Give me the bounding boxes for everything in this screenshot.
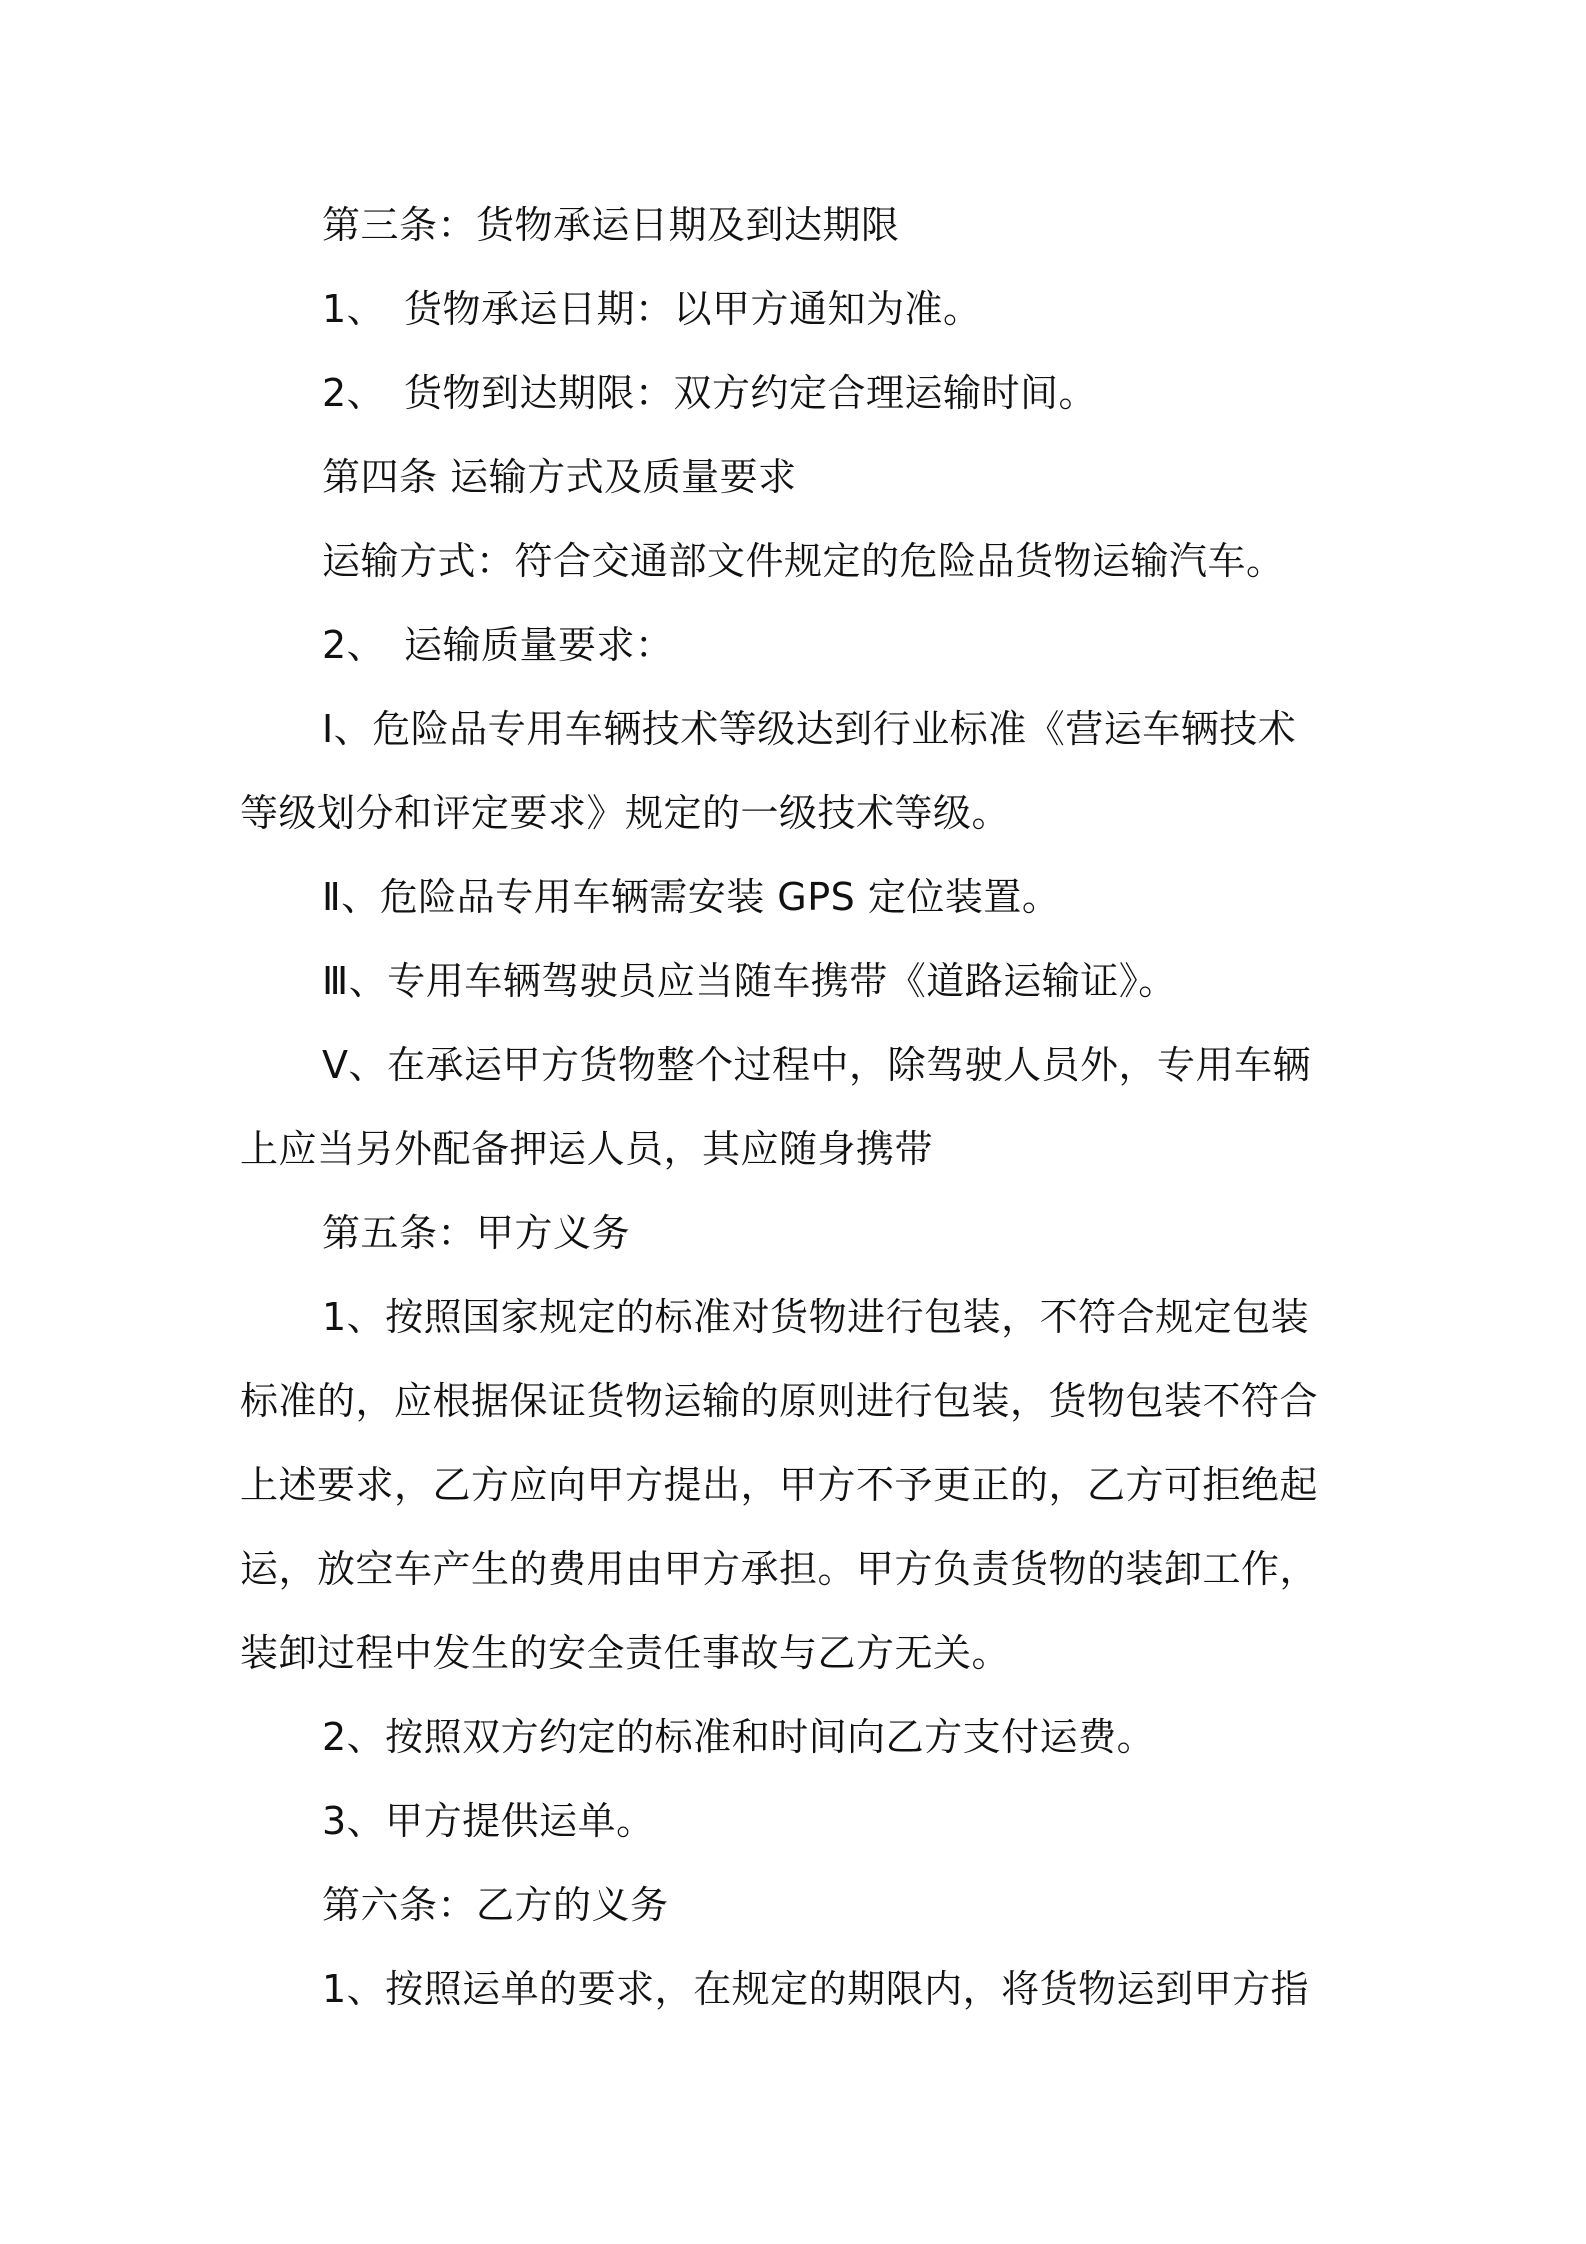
item-text: 货物承运日期：以甲方通知为准。 bbox=[404, 287, 982, 331]
article-5-item-1-line-3: 上述要求，乙方应向甲方提出，甲方不予更正的，乙方可拒绝起 bbox=[240, 1463, 1319, 1507]
article-5-item-1-line-5: 装卸过程中发生的安全责任事故与乙方无关。 bbox=[240, 1631, 1011, 1675]
article-5-item-3: 3、甲方提供运单。 bbox=[322, 1799, 655, 1843]
article-5-item-1-line-1: 1、按照国家规定的标准对货物进行包装，不符合规定包装 bbox=[322, 1295, 1310, 1339]
item-number: 1、 bbox=[322, 287, 386, 331]
item-text: 运输质量要求： bbox=[404, 623, 674, 667]
article-5-item-1-line-4: 运，放空车产生的费用由甲方承担。甲方负责货物的装卸工作， bbox=[240, 1547, 1319, 1591]
article-5-item-2: 2、按照双方约定的标准和时间向乙方支付运费。 bbox=[322, 1715, 1156, 1759]
item-number: 2、 bbox=[322, 623, 386, 667]
article-4-requirement-1-line-1: Ⅰ、危险品专用车辆技术等级达到行业标准《营运车辆技术 bbox=[322, 707, 1297, 751]
article-4-requirement-5-line-2: 上应当另外配备押运人员，其应随身携带 bbox=[240, 1127, 934, 1171]
article-4-item-2 bbox=[322, 620, 1362, 670]
article-4-requirement-3: Ⅲ、专用车辆驾驶员应当随车携带《道路运输证》。 bbox=[322, 959, 1177, 1003]
article-3-item-2 bbox=[322, 368, 1362, 418]
article-6-title: 第六条：乙方的义务 bbox=[322, 1883, 669, 1927]
article-3-title: 第三条：货物承运日期及到达期限 bbox=[322, 203, 900, 247]
article-4-method: 运输方式：符合交通部文件规定的危险品货物运输汽车。 bbox=[322, 539, 1285, 583]
article-4-requirement-1-line-2: 等级划分和评定要求》规定的一级技术等级。 bbox=[240, 791, 1011, 835]
item-text: 货物到达期限：双方约定合理运输时间。 bbox=[404, 371, 1098, 415]
item-number: 2、 bbox=[322, 371, 386, 415]
article-5-item-1-line-2: 标准的，应根据保证货物运输的原则进行包装，货物包装不符合 bbox=[240, 1379, 1319, 1423]
article-3-item-1 bbox=[322, 284, 1362, 334]
article-4-requirement-5-line-1: Ⅴ、在承运甲方货物整个过程中，除驾驶人员外，专用车辆 bbox=[322, 1043, 1311, 1087]
article-5-title: 第五条：甲方义务 bbox=[322, 1211, 631, 1255]
article-6-item-1-line-1: 1、按照运单的要求，在规定的期限内，将货物运到甲方指 bbox=[322, 1967, 1310, 2011]
article-4-title: 第四条 运输方式及质量要求 bbox=[322, 455, 797, 499]
article-4-requirement-2: Ⅱ、危险品专用车辆需安装 GPS 定位装置。 bbox=[322, 875, 1061, 919]
